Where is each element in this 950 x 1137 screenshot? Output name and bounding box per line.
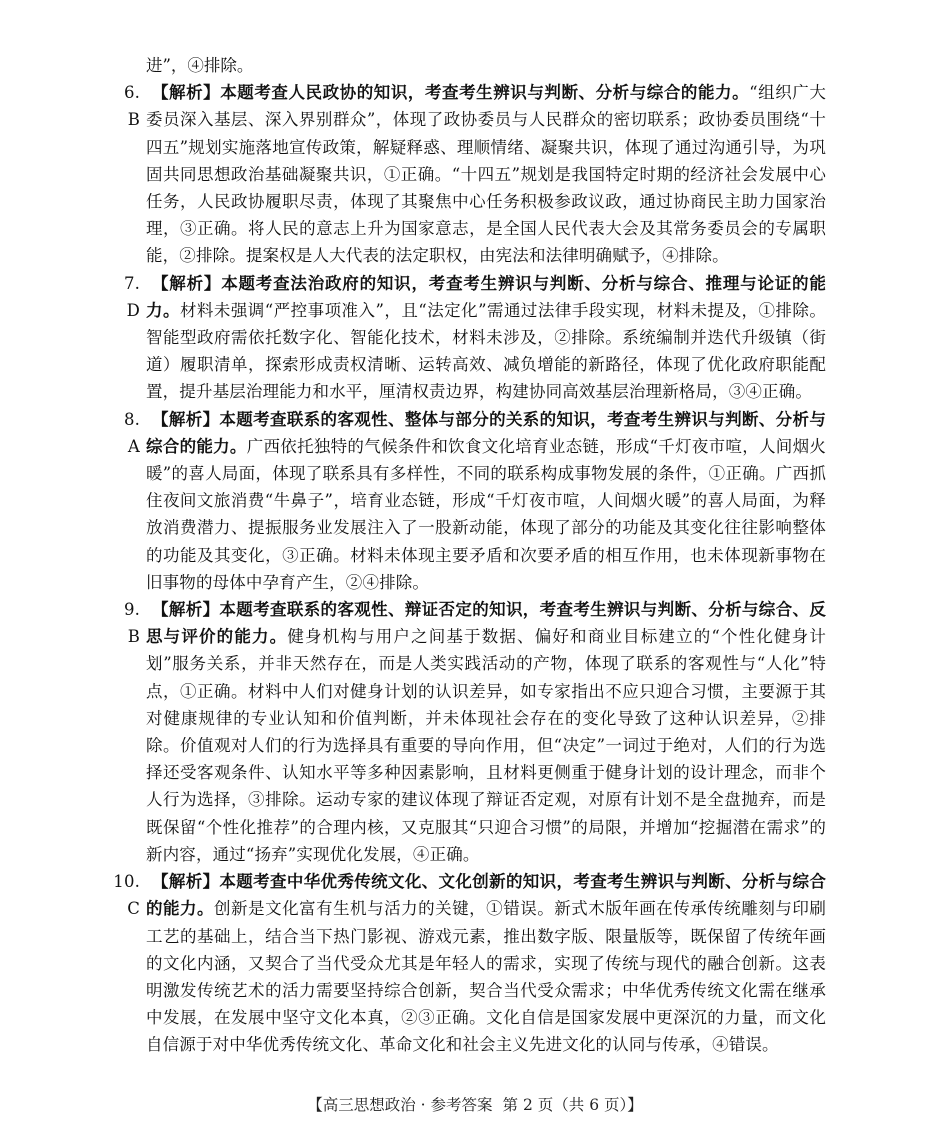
answer-lead: 本题考查人民政协的知识，考查考生辨识与判断、分析与综合的能力。 [220, 83, 750, 103]
answer-item-10 [110, 868, 826, 1058]
answer-number: 8. A [123, 409, 140, 456]
answer-item-7 [110, 270, 826, 406]
answer-lead: 本题考查联系的客观性、辩证否定的知识，考查考生辨识与判断、分析与综合、反思与评价的能力。 [146, 600, 826, 647]
answer-body: “组织广大委员深入基层、深入界别群众”，体现了政协委员与人民群众的密切联系；政协委员围绕“十四五”规划实施落地宣传政策，解疑释惑、理顺情绪、凝聚共识，体现了通过沟通引导，为巩固共同思想政治基础凝聚共识，①正确。“十四五”规划是我国特定时期的经济社会发展中心任务，人民政协履职尽责，体现了其聚焦中心任务积极参政议政，通过协商民主助力国家治理，③正确。将人民的意志上升为国家意志，是全国人民代表大会及其常务委员会的专属职能，②排除。提案权是人大代表的法定职权，由宪法和法律明确赋予，④排除。 [146, 83, 826, 266]
analysis-tag: 【解析】 [152, 409, 220, 429]
footer-subject: 高三思想政治 · 参考答案 [322, 1096, 493, 1114]
answer-body: 广西依托独特的气候条件和饮食文化培育业态链，形成“千灯夜市喧，人间烟火暖”的喜人局面，体现了联系具有多样性，不同的联系构成事物发展的条件，①正确。广西抓住夜间文旅消费“牛鼻子”，培育业态链，形成“千灯夜市喧，人间烟火暖”的喜人局面，为释放消费潜力、提振服务业发展注入了一股新动能，体现了部分的功能及其变化往往影响整体的功能及其变化，③正确。材料未体现主要矛盾和次要矛盾的相互作用，也未体现新事物在旧事物的母体中孕育产生，②④排除。 [146, 436, 826, 592]
continued-line: 进”，④排除。 [146, 56, 254, 75]
answer-lead: 本题考查法治政府的知识，考查考生辨识与判断、分析与综合、推理与论证的能力。 [146, 273, 826, 320]
footer-right-bracket: 】 [627, 1096, 643, 1114]
answer-item-6 [110, 79, 826, 269]
answer-number: 9. B [123, 600, 140, 647]
answer-item-9 [110, 596, 826, 868]
answer-lead: 本题考查联系的客观性、整体与部分的关系的知识，考查考生辨识与判断、分析与综合的能力。 [146, 409, 826, 456]
answer-number: 6. B [123, 83, 140, 130]
footer-page-info: 第 2 页（共 6 页） [502, 1096, 628, 1114]
answer-body: 健身机构与用户之间基于数据、偏好和商业目标建立的“个性化健身计划”服务关系，并非天然存在，而是人类实践活动的产物，体现了联系的客观性与“人化”特点，①正确。材料中人们对健身计划的认识差异，如专家指出不应只迎合习惯，主要源于其对健康规律的专业认知和价值判断，并未体现社会存在的变化导致了这种认识差异，②排除。价值观对人们的行为选择具有重要的导向作用，但“决定”一词过于绝对，人们的行为选择还受客观条件、认知水平等多种因素影响，且材料更侧重于健身计划的设计理念，而非个人行为选择，③排除。运动专家的建议体现了辩证否定观，对原有计划不是全盘抛弃，而是既保留“个性化推荐”的合理内核，又克服其“只迎合习惯”的局限，并增加“挖掘潜在需求”的新内容，通过“扬弃”实现优化发展，④正确。 [146, 627, 826, 864]
answer-number: 10. C [113, 872, 140, 919]
answer-body: 创新是文化富有生机与活力的关键，①错误。新式木版年画在传承传统雕刻与印刷工艺的基础上，结合当下热门影视、游戏元素，推出数字版、限量版等，既保留了传统年画的文化内涵，又契合了当代受众尤其是年轻人的需求，实现了传统与现代的融合创新。这表明激发传统艺术的活力需要坚持综合创新，契合当代受众需求；中华优秀传统文化需在继承中发展，在发展中坚守文化本真，②③正确。文化自信是国家发展中更深沉的力量，而文化自信源于对中华优秀传统文化、革命文化和社会主义先进文化的认同与传承，④错误。 [146, 899, 826, 1055]
analysis-tag: 【解析】 [152, 273, 222, 293]
footer-left-bracket: 【 [307, 1096, 323, 1114]
analysis-tag: 【解析】 [152, 872, 220, 892]
answer-body: 材料未强调“严控事项准入”，且“法定化”需通过法律手段实现，材料未提及，①排除。智能型政府需依托数字化、智能化技术，材料未涉及，②排除。系统编制并迭代升级镇（街道）履职清单，探索形成责权清晰、运转高效、减负增能的新路径，体现了优化政府职能配置，提升基层治理能力和水平，厘清权责边界，构建协同高效基层治理新格局，③④正确。 [146, 300, 826, 402]
answer-content [110, 52, 826, 1059]
analysis-tag: 【解析】 [152, 600, 220, 620]
answer-lead: 本题考查中华优秀传统文化、文化创新的知识，考查考生辨识与判断、分析与综合的能力。 [146, 872, 826, 919]
answer-number: 7. D [123, 273, 140, 320]
answer-item-8 [110, 406, 826, 596]
analysis-tag: 【解析】 [152, 83, 221, 103]
page-footer [0, 1094, 950, 1116]
